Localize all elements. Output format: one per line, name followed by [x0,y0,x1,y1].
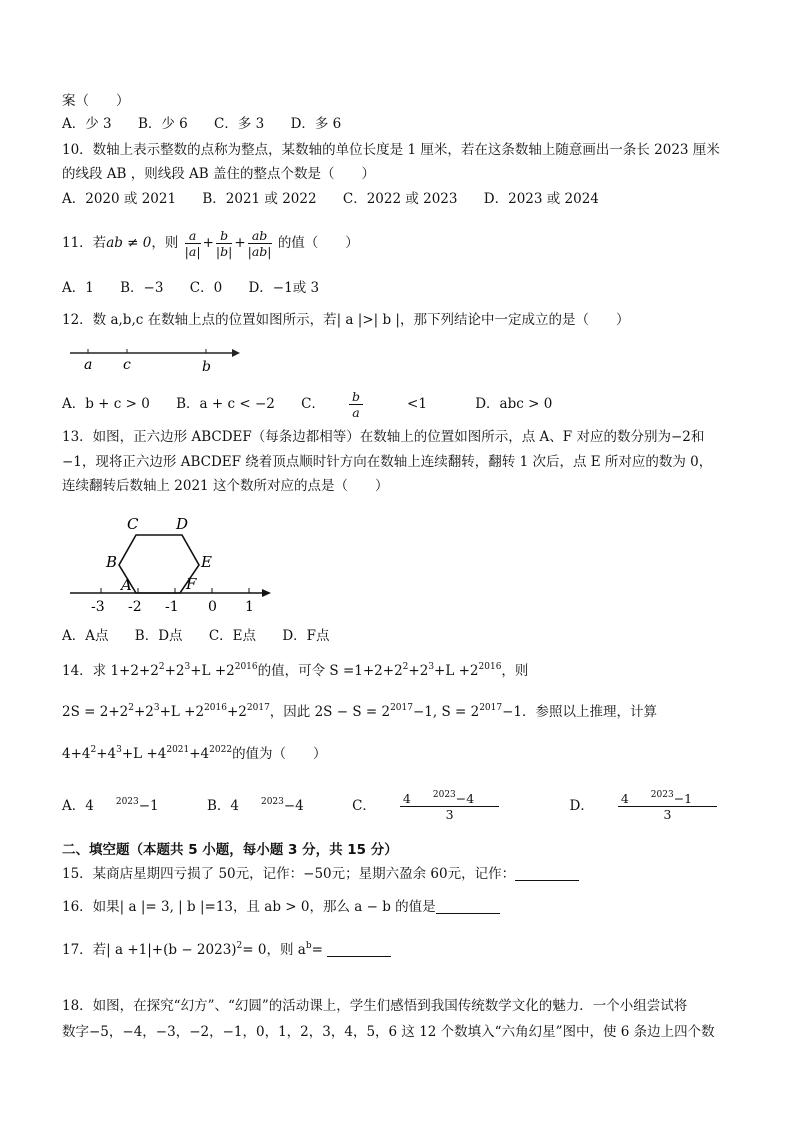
q11-fraction-2: $\frac{b}{|b|}$ [215,228,233,259]
q9-option-d[interactable]: D．多 6 [290,116,342,132]
q18-stem-line1: 18．如图，在探究“幻方”、“幻圆”的活动课上，学生们感悟到我国传统数学文化的魅力．一个小组尝试将 [62,998,688,1014]
q13-stem-line2: −1，现将正六边形 ABCDEF 绕着顶点顺时针方向在数轴上连续翻转，翻转 1 次后，点 E 所对应的数为 0， [62,454,713,470]
q11-condition: ab ≠ 0 [106,235,152,251]
q14-option-a[interactable]: A．4 $^{2023}$−1 [62,797,159,814]
q13-vertex-e: E [201,553,212,571]
q12-option-b[interactable]: B．a + c < −2 [176,396,275,412]
q9-option-a[interactable]: A．少 3 [62,116,112,132]
q16-stem: 16．如果| a |= 3, | b |=13，且 ab > 0，那么 a − b 的值是 [62,897,500,917]
q12-label-a: a [84,357,93,373]
q13-hexagon-figure [66,510,276,620]
q12-number-line-figure [66,340,246,376]
q12-option-d[interactable]: D．abc > 0 [475,396,553,412]
q13-tick-label-0: 0 [208,599,217,615]
q13-option-b[interactable]: B．D点 [134,628,183,644]
q12-option-c[interactable]: C． $\frac{b}{a}$ <1 [301,389,427,420]
q13-tick-label-m2: -2 [128,599,142,615]
q10-option-b[interactable]: B．2021 或 2022 [202,191,317,207]
q13-tick-label-m1: -1 [165,599,179,615]
q16-answer-blank[interactable] [436,899,500,914]
q13-vertex-d: D [176,515,189,533]
q10-option-d[interactable]: D．2023 或 2024 [483,191,599,207]
q11-stem: 11．若ab ≠ 0，则 $\frac{a}{|a|}$ + $\frac{b}{|b|}$ + $\frac{ab}{|ab|}$ 的值（ ） [62,228,359,259]
q12-label-c: c [123,357,131,373]
q13-option-d[interactable]: D．F点 [282,628,330,644]
q12-options [62,386,574,422]
q14-option-c[interactable]: C． $\frac{4 ^{2023}-4}{3}$ [352,786,543,826]
q12-stem: 12．数 a,b,c 在数轴上点的位置如图所示，若| a |>| b |，那下列结论中一定成立的是（ ） [62,312,630,328]
q11-fraction-1: $\frac{a}{|a|}$ [184,228,201,259]
q14-stem-line3: $4+4^2+4^3+L +4^{2021}+4^{2022}$的值为（ ） [62,745,327,762]
q13-stem-line1: 13．如图，正六边形 ABCDEF（每条边都相等）在数轴上的位置如图所示，点 A、F 对应的数分别为−2和 [62,429,705,445]
q11-prefix: 11．若 [62,235,107,251]
q11-option-b[interactable]: B．−3 [120,280,164,296]
q10-option-c[interactable]: C．2022 或 2023 [342,191,458,207]
q13-tick-label-m3: -3 [91,599,105,615]
q11-fraction-3: $\frac{ab}{|ab|}$ [247,228,272,259]
section-2-heading: 二、填空题（本题共 5 小题，每小题 3 分，共 15 分） [62,842,398,858]
q18-stem-line2: 数字−5，−4，−3，−2，−1，0，1，2，3，4，5，6 这 12 个数填入“六角幻星”图中，使 6 条边上四个数 [62,1024,715,1040]
q13-vertex-a: A [121,576,132,594]
q14-option-d[interactable]: D． $\frac{4 ^{2023}-1}{3}$ [570,786,762,826]
q15-stem: 15．某商店星期四亏损了 50元，记作：−50元；星期六盈余 60元，记作： [62,864,579,884]
q11-option-a[interactable]: A．1 [62,280,94,296]
q9-tail: 案（ ） [62,93,130,109]
q17-answer-blank[interactable] [327,942,391,957]
q9-option-b[interactable]: B．少 6 [137,116,188,132]
q13-option-a[interactable]: A．A点 [62,628,109,644]
q13-vertex-b: B [106,553,118,571]
q15-answer-blank[interactable] [515,866,579,881]
q11-mid: ，则 [151,235,179,251]
q13-tick-label-1: 1 [245,599,254,615]
q14-stem-line2: $2S = 2+2^2+2^3+L +2^{2016}+2^{2017}$，因此 $2S - S = 2^{2017}-1$, $S = 2^{2017}-1$．参照以上推理，计算 [62,703,657,720]
q17-stem: 17．若| $a +1|+(b - 2023)^2= 0$，则 $a^b=$ [62,940,391,960]
q13-vertex-c: C [127,515,139,533]
q14-options [62,786,783,826]
q11-options [62,278,341,298]
q9-option-c[interactable]: C．多 3 [214,116,265,132]
q11-option-c[interactable]: C．0 [189,280,223,296]
q13-options [62,626,352,646]
q12-label-b: b [202,359,211,375]
q13-axis-arrow [262,589,271,597]
q11-suffix: 的值（ ） [277,235,359,251]
q10-options [62,189,621,209]
q13-stem-line3: 连续翻转后数轴上 2021 这个数所对应的点是（ ） [62,478,389,494]
q12-option-a[interactable]: A．b + c > 0 [62,396,150,412]
q12-axis-arrow [232,349,240,357]
q9-options [62,114,363,134]
q10-stem-line2: 的线段 AB ，则线段 AB 盖住的整点个数是（ ） [62,166,376,182]
q10-option-a[interactable]: A．2020 或 2021 [62,191,177,207]
q13-vertex-f: F [186,575,197,593]
q11-option-d[interactable]: D．−1或 3 [248,280,320,296]
q10-stem-line1: 10．数轴上表示整数的点称为整点，某数轴的单位长度是 1 厘米，若在这条数轴上随意画出一条长 2023 厘米 [62,142,720,158]
q13-option-c[interactable]: C．E点 [208,628,257,644]
q14-option-b[interactable]: B．4 $^{2023}$−4 [206,797,304,814]
q14-stem-line1: 14．求 $1+2+2^2+2^3+L +2^{2016}$的值，可令 $S =1+2+2^2+2^3+L +2^{2016}$，则 [62,662,529,679]
